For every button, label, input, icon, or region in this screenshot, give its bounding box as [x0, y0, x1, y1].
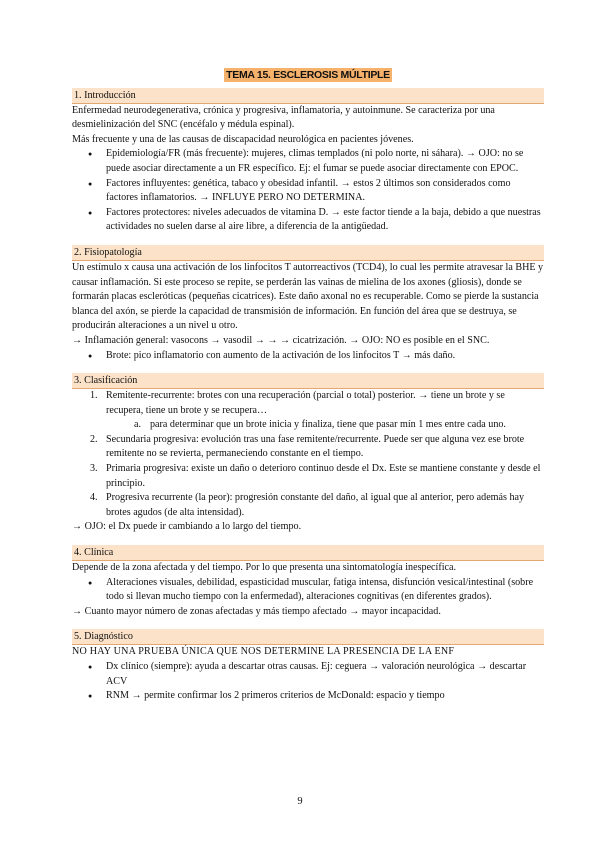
section-heading-diagnostico: 5. Diagnóstico [72, 629, 544, 645]
document-title: TEMA 15. ESCLEROSIS MÚLTIPLE [226, 69, 390, 81]
list-item-text: Secundaria progresiva: evolución tras una fase remitente/recurrente. Puede ser que alguna vez ese brote remitente no se revierta, permaneciendo constante en el tiempo. [106, 433, 525, 460]
list-item: ● Factores influyentes: genética, tabaco y obesidad infantil. → estos 2 últimos son considerados como factores inflamatorios. → INFLUYE PERO NO DETERMINA. [72, 177, 544, 206]
list-item-text: Primaria progresiva: existe un daño o deterioro continuo desde el Dx. Este se mantiene constante y desde el principio. [106, 463, 541, 489]
section-heading-fisiopatologia: 2. Fisiopatología [72, 245, 544, 261]
list-letter: a. [134, 419, 142, 431]
bullet-list [72, 576, 544, 605]
list-number: 2. [90, 433, 98, 445]
list-number: 4. [90, 492, 98, 504]
paragraph: Más frecuente y una de las causas de discapacidad neurológica en pacientes jóvenes. [72, 133, 414, 145]
list-item: ● Brote: pico inflamatorio con aumento de la activación de los linfocitos T → más daño. [72, 349, 544, 364]
paragraph: → Inflamación general: vasocons → vasodil → → → cicatrización. → OJO: NO es posible en el SNC. [72, 334, 490, 346]
page-number: 9 [297, 796, 303, 807]
paragraph: Depende de la zona afectada y del tiempo. Por lo que presenta una sintomatología inespecífica. [72, 562, 456, 574]
list-item [72, 433, 544, 462]
list-item: ● Dx clínico (siempre): ayuda a descartar otras causas. Ej: ceguera → valoración neurológica → descartar ACV [72, 660, 544, 689]
list-item-text: Progresiva recurrente (la peor): progresión constante del daño, al igual que al anterior, pero además hay brotes agudos (de alta intensidad). [106, 492, 525, 518]
section-heading-clinica: 4. Clínica [72, 545, 544, 561]
paragraph: Enfermedad neurodegenerativa, crónica y progresiva, inflamatoria, y autoinmune. Se caracteriza por una desmielinización del SNC (encéfalo y médula espinal). [72, 104, 495, 131]
document-page [72, 68, 544, 704]
paragraph: → Cuanto mayor número de zonas afectadas y más tiempo afectado → mayor incapacidad. [72, 605, 441, 617]
sub-list-item [72, 418, 544, 433]
list-number: 3. [90, 463, 98, 475]
list-item: ● RNM → permite confirmar los 2 primeros criterios de McDonald: espacio y tiempo [72, 689, 544, 704]
list-item [72, 491, 544, 520]
list-item: ● Epidemiología/FR (más frecuente): mujeres, climas templados (ni polo norte, ni sáhara). → OJO: no se puede asociar directamente a un FR específico. Ej: el fumar se puede asociar directamente con EPOC. [72, 147, 544, 176]
list-item-text: Remitente-recurrente: brotes con una recuperación (parcial o total) posterior. → tiene un brote y se recupera, tiene un brote y se recupera… [106, 390, 505, 416]
list-number: 1. [90, 390, 98, 402]
paragraph: → OJO: el Dx puede ir cambiando a lo largo del tiempo. [72, 521, 302, 533]
list-item: ● Factores protectores: niveles adecuados de vitamina D. → este factor tiende a la baja, debido a que nuestras actividades no suelen darse al aire libre, a diferencia de la antigüedad. [72, 206, 544, 235]
paragraph: NO HAY UNA PRUEBA ÚNICA QUE NOS DETERMINE LA PRESENCIA DE LA ENF [72, 646, 455, 658]
list-item [72, 462, 544, 491]
list-item: ● Alteraciones visuales, debilidad, espasticidad muscular, fatiga intensa, disfunción vesical/intestinal (sobre todo si llevan mucho tiempo con la enfermedad), alteraciones cognitivas (en diferentes grados). [72, 576, 544, 605]
numbered-list [72, 389, 544, 520]
list-item-text: para determinar que un brote inicia y finaliza, tiene que pasar mín 1 mes entre cada uno. [150, 419, 506, 431]
paragraph: Un estímulo x causa una activación de los linfocitos T autorreactivos (TCD4), lo cual les permite atravesar la BHE y causar inflamación. Si este proceso se repite, se perderán las vainas de mielina de los axones (gliosis), donde se formarán placas escleróticas (pequeñas cicatrices). Este daño axonal no es recuperable. Como se pierde la sustancia blanca del axón, se pierde la capacidad de transmisión de información. En función del área que se destruya, se producirán alteraciones a un nivel u otro. [72, 261, 544, 332]
bullet-list [72, 660, 544, 704]
section-heading-clasificacion: 3. Clasificación [72, 373, 544, 389]
list-item [72, 389, 544, 418]
bullet-list [72, 147, 544, 235]
bullet-list [72, 349, 544, 364]
section-heading-introduccion: 1. Introducción [72, 88, 544, 104]
